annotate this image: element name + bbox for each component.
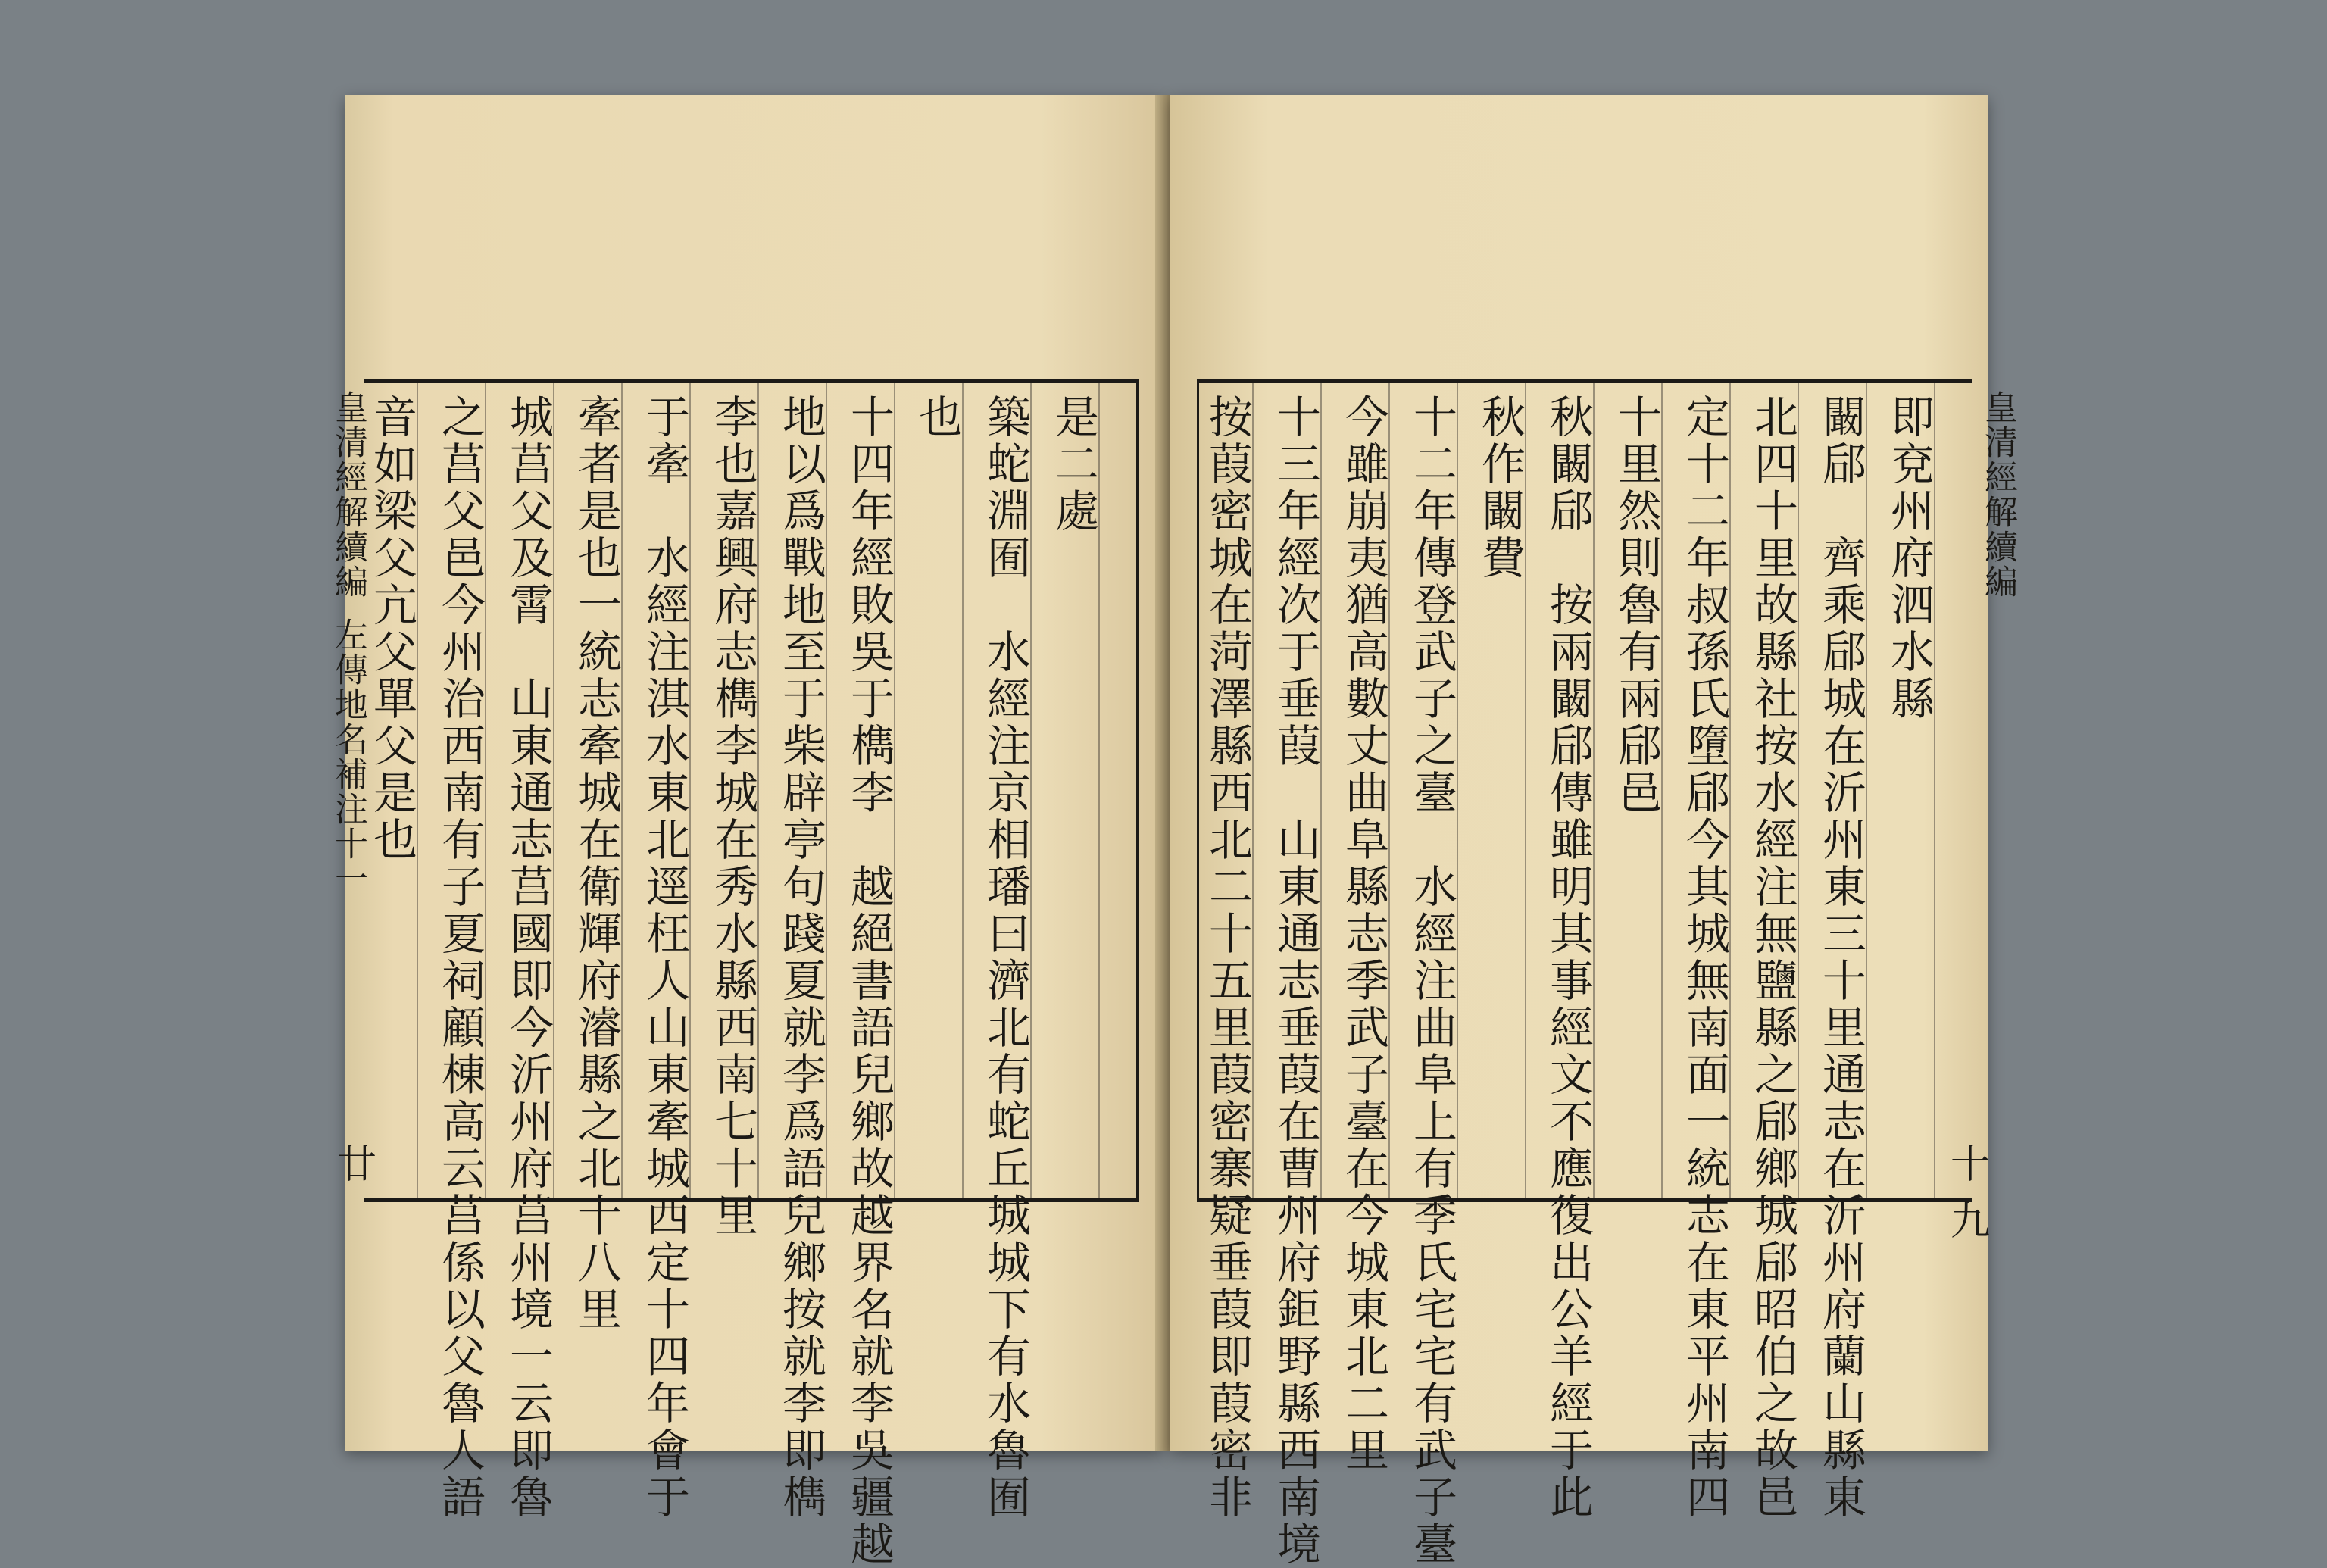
text-column: 即兗州府泗水縣 [1883, 394, 1935, 723]
left-margin-section: 左傳地名補注十一 [329, 617, 367, 896]
text-column: 築蛇淵囿 水經注京相璠曰濟北有蛇丘城城下有水魯囿 [979, 394, 1031, 1521]
text-column: 十三年經次于垂葭 山東通志垂葭在曹州府鉅野縣西南境 [1270, 394, 1321, 1568]
left-folio: 廿 [337, 1142, 377, 1188]
text-column: 牽者是也一統志牽城在衛輝府濬縣之北十八里 [570, 394, 622, 1333]
left-text-block [364, 379, 1139, 1568]
text-column: 音如梁父亢父單父是也 [366, 394, 417, 864]
text-column: 城莒父及霄 山東通志莒國即今沂州府莒州境一云即魯 [502, 394, 554, 1521]
text-column: 李也嘉興府志檇李城在秀水縣西南七十里 [707, 394, 758, 1239]
text-column: 地以爲戰地至于柴辟亭句踐夏就李爲語兒鄉按就李即檇 [775, 394, 826, 1521]
text-column: 闞郈 齊乘郈城在沂州東三十里通志在沂州府蘭山縣東 [1815, 394, 1866, 1521]
text-column: 秋作闞費 [1474, 394, 1526, 582]
text-column: 今雖崩夷猶高數丈曲阜縣志季武子臺在今城東北二里 [1338, 394, 1389, 1474]
text-column: 于牽 水經注淇水東北逕枉人山東牽城西定十四年會于 [639, 394, 690, 1521]
text-column: 秋闞郈 按兩闞郈傳雖明其事經文不應復出公羊經于此 [1542, 394, 1594, 1521]
text-column: 之莒父邑今州治西南有子夏祠顧棟高云莒係以父魯人語 [434, 394, 486, 1521]
text-column: 按葭密城在菏澤縣西北二十五里葭密寨疑垂葭即葭密非 [1201, 394, 1253, 1521]
text-column: 北四十里故縣社按水經注無鹽縣之郈鄉城郈昭伯之故邑 [1747, 394, 1798, 1521]
text-column: 定十二年叔孫氏墮郈今其城無南面一統志在東平州南四 [1679, 394, 1730, 1521]
open-book [329, 95, 2017, 1568]
right-margin-title: 皇清經解續編 [1979, 390, 2017, 599]
text-column: 十四年經敗吳于檇李 越絕書語兒鄉故越界名就李吳疆越 [843, 394, 895, 1568]
text-column: 十二年傳登武子之臺 水經注曲阜上有季氏宅宅有武子臺 [1406, 394, 1457, 1568]
text-column: 是二處 [1048, 394, 1099, 535]
left-margin-title: 皇清經解續編 [329, 390, 367, 599]
text-column: 也 [911, 394, 963, 441]
text-column: 十里然則魯有兩郈邑 [1610, 394, 1662, 817]
right-folio: 十九 [1951, 1142, 1991, 1245]
